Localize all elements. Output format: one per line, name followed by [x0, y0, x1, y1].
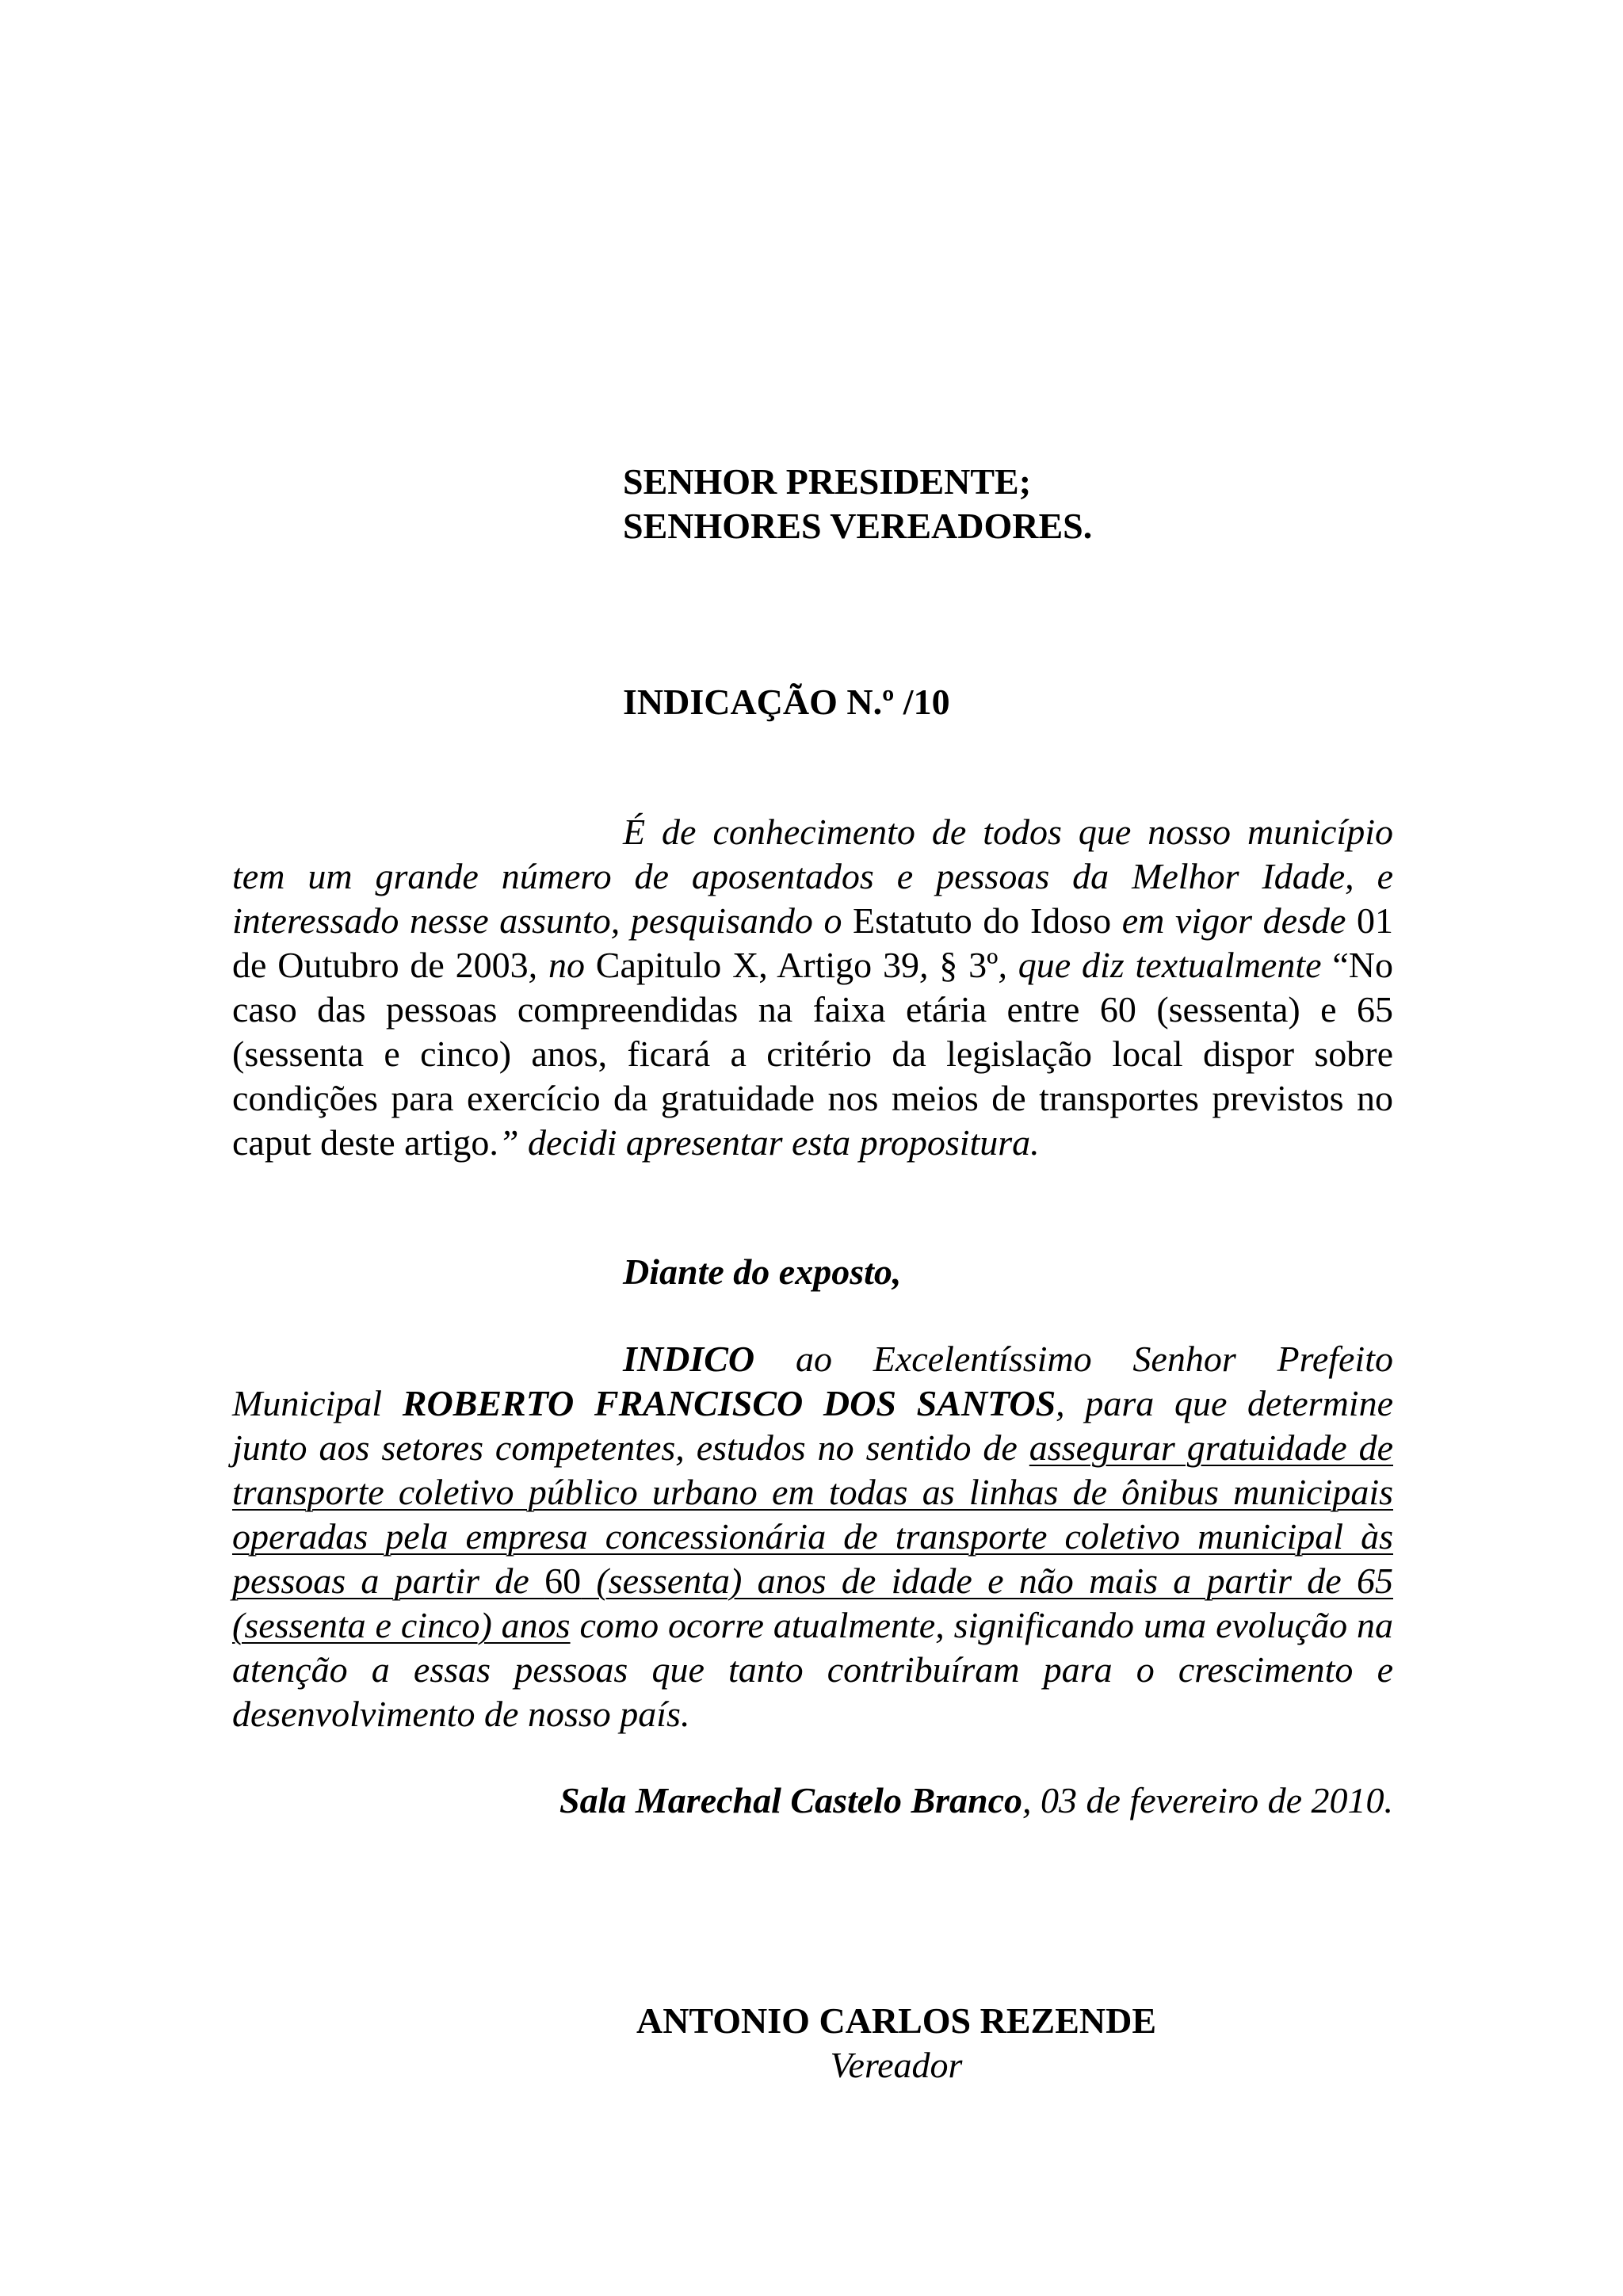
- statute-quote: “No caso das pessoas compreendidas na faixa etária entre 60 (sessenta) e 65 (sessenta e cinco) anos, ficará a critério da legislação local dispor sobre condições para exercício da gratuidade nos meios de transportes previstos no caput deste artigo.: [232, 945, 1393, 1163]
- document-title: INDICAÇÃO N.º /10: [623, 682, 950, 722]
- mayor-name: ROBERTO FRANCISCO DOS SANTOS: [402, 1383, 1056, 1423]
- text-run: em vigor desde: [1111, 900, 1357, 941]
- indico-word: INDICO: [623, 1339, 755, 1379]
- text-run: ao Excelentíssimo Senhor Prefeito Municipal: [232, 1339, 1393, 1423]
- place-name: Sala Marechal Castelo Branco: [559, 1780, 1023, 1820]
- text-run: ” decidi apresentar esta propositura.: [498, 1122, 1040, 1163]
- statute-name: Estatuto do Idoso: [853, 900, 1112, 941]
- signatory-role: Vereador: [830, 2045, 963, 2085]
- date-line: [232, 1778, 1393, 1823]
- salutation-line-1: SENHOR PRESIDENTE;: [623, 461, 1032, 502]
- signatory-name: ANTONIO CARLOS REZENDE: [636, 2000, 1157, 2041]
- underlined-age: 60: [544, 1561, 582, 1601]
- text-run: , no: [528, 945, 596, 985]
- underlined-request-end: (sessenta) anos de idade e não mais a partir de 65 (sessenta e cinco) anos: [232, 1561, 1393, 1645]
- statute-date: 01 de Outubro de 2003: [232, 900, 1393, 985]
- statute-paragraph: § 3º: [939, 945, 999, 985]
- date-text: , 03 de fevereiro de 2010.: [1022, 1780, 1393, 1820]
- signature-block: [623, 1999, 1170, 2088]
- text-run: , para que determine junto aos setores competentes, estudos no sentido de: [232, 1383, 1393, 1468]
- underlined-request: assegurar gratuidade de transporte coletivo público urbano em todas as linhas de ônibus municipais operadas pela empresa concessionária de transporte coletivo municipal às pessoas a partir de: [232, 1427, 1393, 1601]
- paragraph-request: [232, 1337, 1393, 1736]
- transition-heading: Diante do exposto,: [623, 1251, 902, 1292]
- salutation: [623, 460, 1092, 548]
- paragraph-justification: [232, 810, 1393, 1165]
- salutation-line-2: SENHORES VEREADORES.: [623, 506, 1093, 546]
- statute-article: Capitulo X, Artigo 39: [595, 945, 920, 985]
- text-run: É de conhecimento de todos que nosso município tem um grande número de aposentados e pessoas da Melhor Idade, e interessado nesse assunto, pesquisando o: [232, 812, 1393, 941]
- text-run: ,: [919, 945, 940, 985]
- text-run: , que diz textualmente: [998, 945, 1333, 985]
- text-run: como ocorre atualmente, significando uma evolução na atenção a essas pessoas que tanto contribuíram para o crescimento e desenvolvimento de nosso país.: [232, 1605, 1393, 1734]
